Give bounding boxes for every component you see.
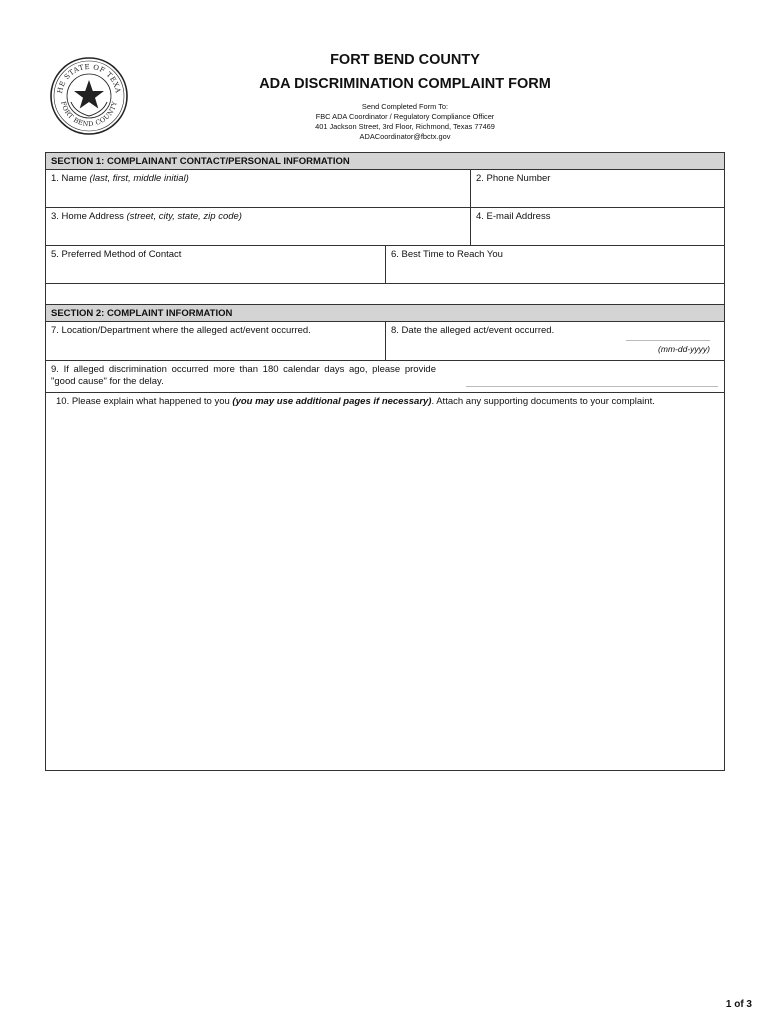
send-to-block bbox=[220, 102, 590, 142]
date-label: 8. Date the alleged act/event occurred. bbox=[391, 325, 555, 336]
email-label: 4. E-mail Address bbox=[476, 211, 551, 222]
row-name-phone bbox=[46, 170, 724, 208]
form-title: ADA DISCRIMINATION COMPLAINT FORM bbox=[259, 76, 551, 92]
row-contact-time bbox=[46, 246, 724, 284]
best-time-label: 6. Best Time to Reach You bbox=[391, 249, 503, 260]
row-address-email bbox=[46, 208, 724, 246]
page-number: 1 of 3 bbox=[725, 999, 752, 1010]
send-recipient: FBC ADA Coordinator / Regulatory Compliance Officer bbox=[315, 112, 495, 121]
row-good-cause bbox=[46, 361, 724, 393]
preferred-contact-label: 5. Preferred Method of Contact bbox=[51, 249, 182, 260]
preferred-contact-field[interactable] bbox=[46, 246, 385, 283]
complaint-form bbox=[45, 152, 725, 771]
seal-bottom-text: FORT BEND COUNTY bbox=[59, 100, 119, 129]
location-field[interactable] bbox=[46, 322, 385, 360]
name-label: 1. Name bbox=[51, 173, 90, 184]
address-label: 3. Home Address bbox=[51, 211, 127, 222]
date-format-hint: (mm-dd-yyyy) bbox=[658, 344, 710, 354]
form-header bbox=[220, 52, 590, 142]
county-name: FORT BEND COUNTY bbox=[330, 52, 480, 68]
send-address: 401 Jackson Street, 3rd Floor, Richmond, Texas 77469 bbox=[315, 122, 495, 131]
address-hint: (street, city, state, zip code) bbox=[126, 211, 242, 222]
explanation-label: 10. Please explain what happened to you bbox=[56, 396, 233, 407]
county-seal bbox=[49, 56, 129, 136]
good-cause-field[interactable] bbox=[46, 361, 724, 392]
explanation-instructions: . Attach any supporting documents to your complaint. bbox=[431, 396, 655, 407]
date-field[interactable] bbox=[385, 322, 724, 360]
row-location-date bbox=[46, 322, 724, 361]
explanation-note: (you may use additional pages if necessary) bbox=[232, 396, 432, 407]
name-hint: (last, first, middle initial) bbox=[89, 173, 189, 184]
email-field[interactable] bbox=[470, 208, 724, 245]
seal-top-text: HE STATE OF TEXA bbox=[56, 62, 122, 95]
section2-header: SECTION 2: COMPLAINT INFORMATION bbox=[46, 305, 724, 322]
send-label: Send Completed Form To: bbox=[361, 102, 449, 111]
send-email: ADACoordinator@fbctx.gov bbox=[359, 132, 451, 141]
phone-field[interactable] bbox=[470, 170, 724, 207]
good-cause-underline bbox=[466, 386, 718, 387]
section1-header: SECTION 1: COMPLAINANT CONTACT/PERSONAL INFORMATION bbox=[46, 153, 724, 170]
explanation-field[interactable] bbox=[46, 393, 724, 770]
location-label: 7. Location/Department where the alleged act/event occurred. bbox=[51, 325, 311, 336]
phone-label: 2. Phone Number bbox=[476, 173, 551, 184]
name-field[interactable] bbox=[46, 170, 470, 207]
row-explanation bbox=[46, 393, 724, 770]
date-underline bbox=[626, 340, 710, 341]
good-cause-label: 9. If alleged discrimination occurred more than 180 calendar days ago, please provide "good cause" for the delay. bbox=[51, 364, 436, 387]
svg-text:THE STATE OF TEXAS bbox=[49, 56, 122, 94]
best-time-field[interactable] bbox=[385, 246, 724, 283]
address-field[interactable] bbox=[46, 208, 470, 245]
section-spacer bbox=[46, 284, 724, 305]
